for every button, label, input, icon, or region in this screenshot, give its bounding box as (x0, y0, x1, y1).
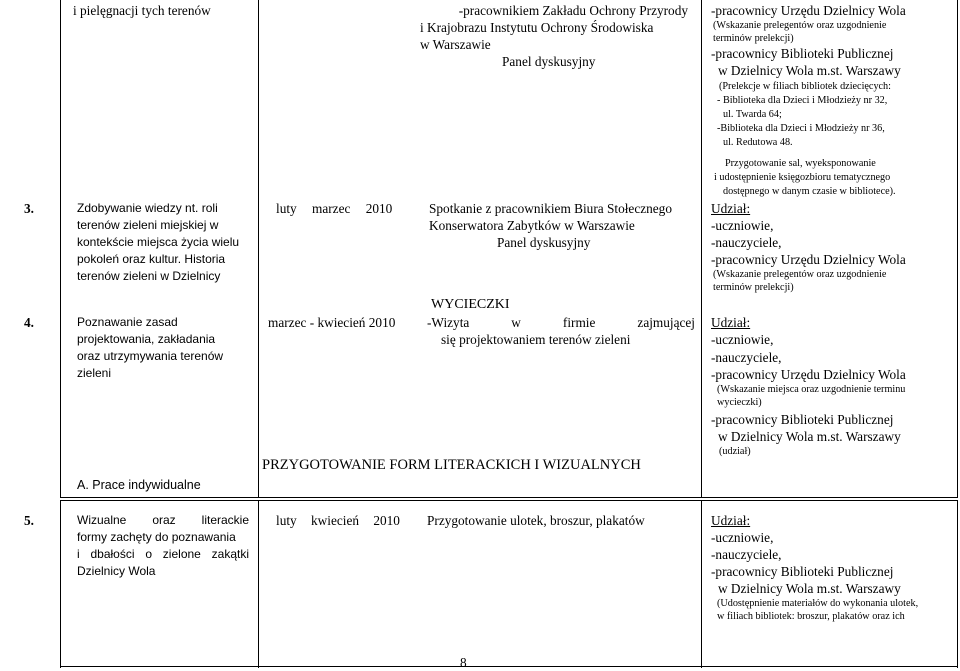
participant: -nauczyciele, (711, 350, 782, 365)
participant: -nauczyciele, (711, 235, 782, 250)
event-line: -pracownikiem Zakładu Ochrony Przyrody (458, 3, 688, 18)
event-line: i Krajobrazu Instytutu Ochrony Środowiska (420, 20, 654, 35)
library-note: ul. Twarda 64; (723, 109, 782, 120)
topic-line: terenów zieleni w Dzielnicy (77, 269, 221, 283)
section-heading-literary: PRZYGOTOWANIE FORM LITERACKICH I WIZUALNYCH (262, 457, 641, 473)
participant: -pracownicy Biblioteki Publicznej (711, 564, 894, 579)
event-line: Przygotowanie ulotek, broszur, plakatów (427, 513, 645, 528)
participants-urzad: -pracownicy Urzędu Dzielnicy Wola (711, 3, 906, 18)
participant-note: w filiach bibliotek: broszur, plakatów oraz ich (717, 611, 905, 622)
participant: -uczniowie, (711, 530, 774, 545)
row-date: marzec - kwiecień 2010 (268, 315, 396, 330)
col-divider-1 (258, 0, 259, 497)
event-line: Spotkanie z pracownikiem Biura Stołecznego (429, 201, 672, 216)
section-heading-a: A. Prace indywidualne (77, 478, 201, 492)
participant-note: (Wskazanie miejsca oraz uzgodnienie terminu (717, 384, 906, 395)
participant: -nauczyciele, (711, 547, 782, 562)
prep-note: Przygotowanie sal, wyeksponowanie (725, 158, 876, 169)
topic-line: projektowania, zakładania (77, 332, 216, 346)
event-line: Panel dyskusyjny (497, 235, 591, 250)
participant: -pracownicy Urzędu Dzielnicy Wola (711, 252, 906, 267)
topic-line: Poznawanie zasad (77, 315, 178, 329)
prep-note: dostępnego w danym czasie w bibliotece). (723, 186, 896, 197)
participant-note: (Udostępnienie materiałów do wykonania ulotek, (717, 598, 919, 609)
participants-note: terminów prelekcji) (713, 33, 794, 44)
row-separator-2 (60, 500, 958, 501)
row-date: luty kwiecień 2010 (276, 513, 400, 528)
participant: -uczniowie, (711, 332, 774, 347)
topic-line: oraz utrzymywania terenów (77, 349, 224, 363)
topic-line: pokoleń oraz kultur. Historia (77, 252, 226, 266)
section-heading-wycieczki: WYCIECZKI (431, 297, 510, 312)
participant-note: (Wskazanie prelegentów oraz uzgodnienie (713, 269, 887, 280)
library-note: (Prelekcje w filiach bibliotek dziecięcych: (719, 81, 891, 92)
library-note: ul. Redutowa 48. (723, 137, 793, 148)
row-number: 4. (24, 315, 34, 330)
col-divider-2-lower (701, 500, 702, 668)
bottom-border (60, 666, 958, 667)
event-line: -Wizyta w firmie zajmującej (427, 315, 695, 330)
row-number: 3. (24, 201, 34, 216)
library-note: -Biblioteka dla Dzieci i Młodzieży nr 36, (717, 123, 885, 134)
topic-line: kontekście miejsca życia wielu (77, 235, 240, 249)
participants-note: (Wskazanie prelegentów oraz uzgodnienie (713, 20, 887, 31)
col-divider-2 (701, 0, 702, 497)
topic-line: zieleni (77, 366, 112, 380)
table-border-right (957, 0, 958, 497)
row-separator (60, 497, 958, 498)
prep-note: i udostępnienie księgozbioru tematycznego (714, 172, 891, 183)
udzial-label: Udział: (711, 201, 751, 216)
table-border-right-lower (957, 500, 958, 668)
participants-biblioteka: -pracownicy Biblioteki Publicznej (711, 46, 894, 61)
page-number: 8 (460, 655, 467, 670)
participant: w Dzielnicy Wola m.st. Warszawy (718, 581, 901, 596)
topic-line: i dbałości o zielone zakątki (77, 547, 249, 561)
participant: w Dzielnicy Wola m.st. Warszawy (718, 429, 901, 444)
participant-note: terminów prelekcji) (713, 282, 794, 293)
topic-line: Wizualne oraz literackie (77, 513, 249, 527)
topic-line: terenów zieleni miejskiej w (77, 218, 219, 232)
udzial-label: Udział: (711, 315, 751, 330)
participant: -pracownicy Biblioteki Publicznej (711, 412, 894, 427)
event-line: się projektowaniem terenów zieleni (441, 332, 631, 347)
participants-biblioteka: w Dzielnicy Wola m.st. Warszawy (718, 63, 901, 78)
udzial-label: Udział: (711, 513, 751, 528)
library-note: - Biblioteka dla Dzieci i Młodzieży nr 32, (717, 95, 888, 106)
table-border-left-lower (60, 500, 61, 668)
event-line: Konserwatora Zabytków w Warszawie (429, 218, 635, 233)
row-date: luty marzec 2010 (276, 201, 393, 216)
top-row-event (420, 2, 688, 70)
topic-line: Zdobywanie wiedzy nt. roli (77, 201, 218, 215)
topic-line: Dzielnicy Wola (77, 564, 156, 578)
top-row-topic: i pielęgnacji tych terenów (73, 3, 211, 18)
event-line: Panel dyskusyjny (502, 54, 596, 69)
table-border-left (60, 0, 61, 497)
participant-note: wycieczki) (717, 397, 762, 408)
participant-note: (udział) (719, 446, 751, 457)
event-line: w Warszawie (420, 37, 491, 52)
participant: -pracownicy Urzędu Dzielnicy Wola (711, 367, 906, 382)
col-divider-1-lower (258, 500, 259, 668)
participant: -uczniowie, (711, 218, 774, 233)
topic-line: formy zachęty do poznawania (77, 530, 236, 544)
row-number: 5. (24, 513, 34, 528)
